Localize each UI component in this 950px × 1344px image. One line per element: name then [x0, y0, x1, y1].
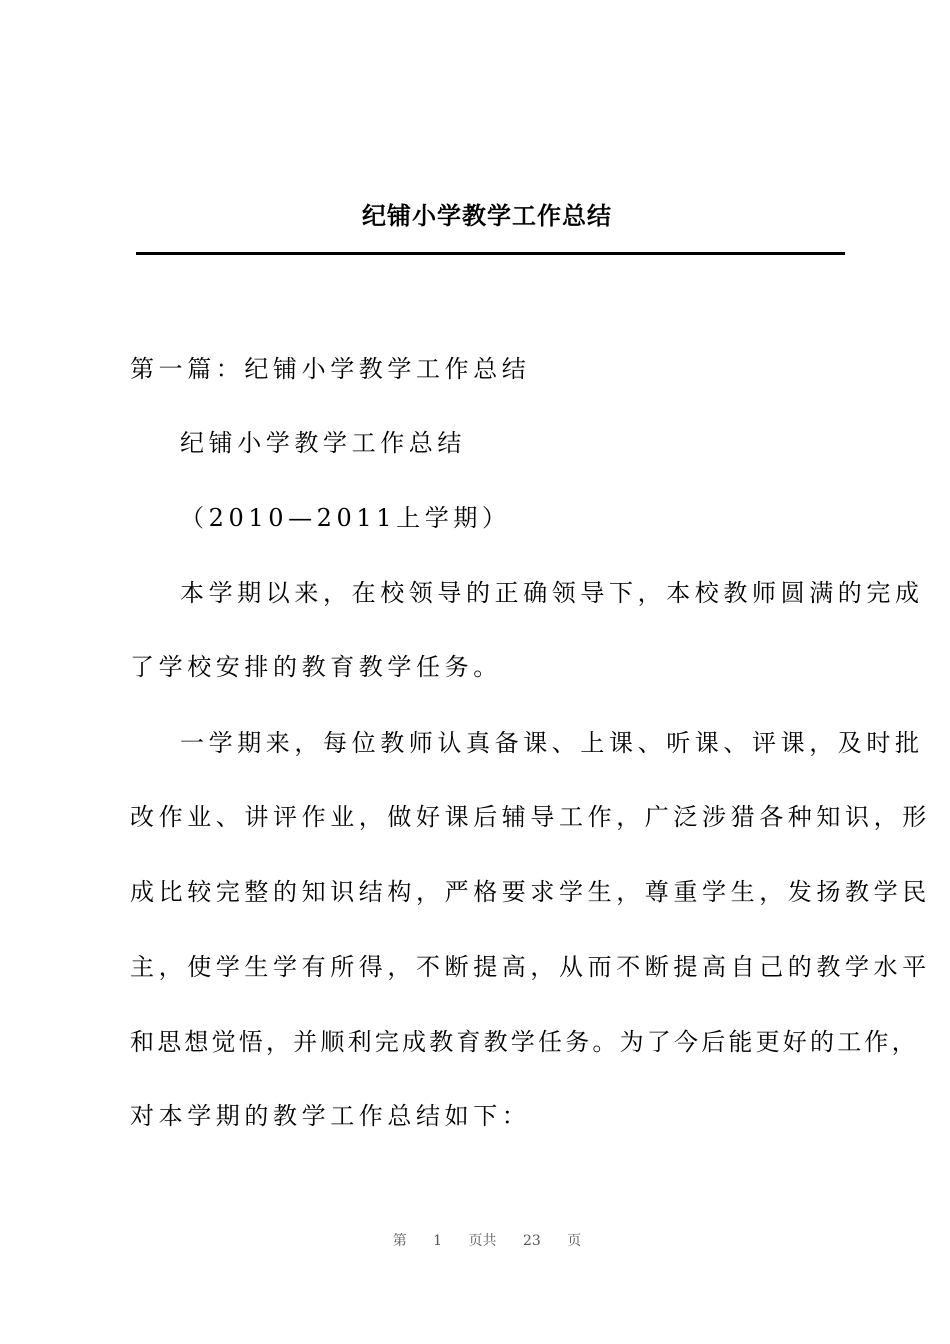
subtitle: 纪铺小学教学工作总结 [180, 429, 466, 457]
paragraph-line: 成比较完整的知识结构，严格要求学生，尊重学生，发扬教学民 [130, 878, 931, 906]
footer-label-of: 页共 [468, 1233, 497, 1249]
paragraph-line: 改作业、讲评作业，做好课后辅导工作，广泛涉猎各种知识，形 [130, 803, 931, 831]
paragraph-line: 主，使学生学有所得，不断提高，从而不断提高自己的教学水平 [130, 953, 931, 981]
footer-current-page: 1 [433, 1233, 443, 1249]
paragraph-line: 了学校安排的教育教学任务。 [130, 653, 502, 681]
paragraph-line: 本学期以来，在校领导的正确领导下，本校教师圆满的完成 [180, 579, 924, 607]
page-footer [0, 1230, 950, 1250]
footer-label-end: 页 [567, 1233, 582, 1249]
term-label: （2010—2011上学期） [180, 504, 511, 532]
paragraph-line: 对本学期的教学工作总结如下： [130, 1102, 531, 1130]
footer-total-pages: 23 [523, 1233, 541, 1249]
paragraph-line: 和思想觉悟，并顺利完成教育教学任务。为了今后能更好的工作， [130, 1028, 919, 1056]
footer-label-page: 第 [392, 1233, 407, 1249]
title-underline [136, 252, 845, 255]
document-title: 纪铺小学教学工作总结 [362, 202, 612, 230]
paragraph-line: 一学期来，每位教师认真备课、上课、听课、评课，及时批 [180, 729, 924, 757]
section-heading: 第一篇：纪铺小学教学工作总结 [130, 355, 531, 383]
